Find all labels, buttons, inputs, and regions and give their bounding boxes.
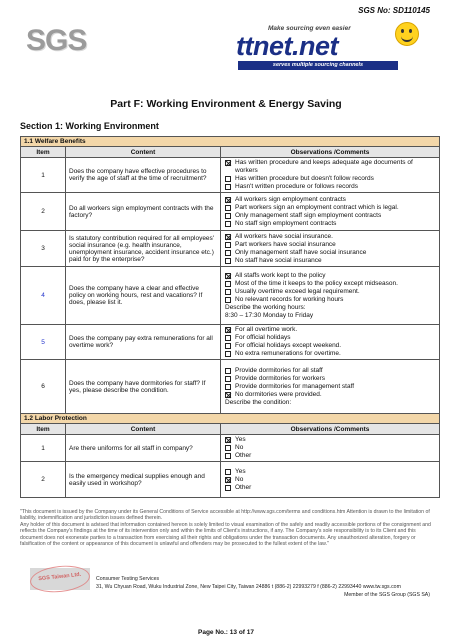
column-header-item: Item	[21, 147, 66, 158]
checkbox-icon[interactable]	[225, 343, 231, 349]
observations-cell	[221, 267, 440, 325]
column-header-observations: Observations /Comments	[221, 424, 440, 435]
item-number: 6	[21, 360, 66, 414]
checkbox-icon[interactable]	[225, 453, 231, 459]
option-label: Only management staff have social insurance	[235, 248, 367, 256]
checkbox-icon[interactable]	[225, 281, 231, 287]
column-header-observations: Observations /Comments	[221, 147, 440, 158]
section-title: Section 1: Working Environment	[20, 121, 159, 131]
item-number: 1	[21, 435, 66, 462]
checkbox-option	[224, 257, 436, 265]
option-label: No	[235, 444, 244, 451]
checkbox-option	[224, 233, 436, 241]
sgs-logo: SGS	[26, 24, 87, 57]
welfare-benefits-table	[20, 136, 440, 414]
checkbox-icon[interactable]	[225, 205, 231, 211]
checked-box-icon[interactable]	[225, 273, 231, 279]
observations-cell	[221, 360, 440, 414]
question-content: Are there uniforms for all staff in company?	[66, 435, 221, 462]
option-label: Hasn't written procedure or follows records	[235, 183, 358, 190]
checkbox-option	[224, 220, 436, 228]
option-label: All staffs work kept to the policy	[235, 271, 326, 279]
disclaimer-terms: "This document is issued by the Company under its General Conditions of Service accessible at http://www.sgs.com/terms and conditions.htm Attention is drawn to the limitation of liability, indemnification and jurisdiction issues defined therein.	[20, 509, 430, 522]
checkbox-option	[224, 334, 436, 342]
checkbox-icon[interactable]	[225, 445, 231, 451]
checkbox-option	[224, 476, 436, 484]
ttnet-tagline: Make sourcing even easier	[268, 25, 351, 32]
checkbox-icon[interactable]	[225, 384, 231, 390]
checkbox-option	[224, 383, 436, 391]
question-content: Does the company have a clear and effective policy on working hours, rest and vacations? If does, please list it.	[66, 267, 221, 325]
table-row	[21, 193, 440, 231]
sgs-number: SGS No: SD110145	[358, 6, 430, 15]
checkbox-option	[224, 204, 436, 212]
table-row	[21, 325, 440, 360]
option-label: No relevant records for working hours	[235, 295, 344, 303]
option-label: Other	[235, 483, 252, 491]
option-label: No extra remunerations for overtime.	[235, 350, 341, 357]
observations-cell	[221, 462, 440, 498]
checked-box-icon[interactable]	[225, 197, 231, 203]
checkbox-option	[224, 452, 436, 460]
checkbox-option	[224, 468, 436, 476]
question-content: Does the company pay extra remunerations for all overtime work?	[66, 325, 221, 360]
question-content: Is the emergency medical supplies enough and easily used in workshop?	[66, 462, 221, 498]
description-text: Describe the condition:	[225, 398, 292, 406]
checked-box-icon[interactable]	[225, 392, 231, 398]
checkbox-option	[224, 272, 436, 280]
question-content: Does the company have dormitories for staff? If yes, please describe the condition.	[66, 360, 221, 414]
checkbox-icon[interactable]	[225, 368, 231, 374]
ttnet-logo: ttnet.net	[236, 31, 338, 61]
disclaimer-liability: Any holder of this document is advised that information contained hereon is solely limited to visual examination of the safely and readily accessible portions of the consignment and reflects the Company's findings at the time of its intervention only and within the limits of Client's instructions, if any. The Company's sole responsibility is to its Client and this document does not exonerate parties to a transaction from exercising all their rights and obligations under the transaction documents. Any unauthorized alteration, forgery or falsification of the content or appearance of this document is unlawful and offenders may be prosecuted to the fullest extent of the law."	[20, 521, 431, 548]
checkbox-option	[224, 241, 436, 249]
item-number: 3	[21, 231, 66, 267]
checkbox-option	[224, 183, 436, 191]
option-label: Has written procedure but doesn't follow records	[235, 175, 374, 182]
checkbox-option	[224, 375, 436, 383]
checkbox-icon[interactable]	[225, 176, 231, 182]
checkbox-icon[interactable]	[225, 297, 231, 303]
checked-box-icon[interactable]	[225, 234, 231, 240]
column-header-content: Content	[66, 147, 221, 158]
checkbox-icon[interactable]	[225, 258, 231, 264]
option-label: All workers sign employment contracts	[235, 195, 346, 203]
observations-cell	[221, 193, 440, 231]
question-content: Do all workers sign employment contracts with the factory?	[66, 193, 221, 231]
option-label: All workers have social insurance.	[235, 232, 333, 240]
checkbox-icon[interactable]	[225, 184, 231, 190]
observations-cell	[221, 325, 440, 360]
option-label: For official holidays	[235, 334, 291, 341]
checkbox-option	[224, 296, 436, 304]
checkbox-icon[interactable]	[225, 242, 231, 248]
item-number: 1	[21, 158, 66, 193]
company-address: 31, Wu Chyuan Road, Wuku Industrial Zone, New Taipei City, Taiwan 24886 t (886-2) 22993279 f (886-2) 22993440 www.tw.sgs.com	[96, 584, 401, 590]
item-number: 2	[21, 193, 66, 231]
table-row	[21, 360, 440, 414]
question-content: Does the company have effective procedures to verify the age of staff at the time of recruitment?	[66, 158, 221, 193]
checkbox-option	[224, 436, 436, 444]
option-label: No staff have social insurance	[235, 256, 322, 264]
checked-box-icon[interactable]	[225, 160, 231, 166]
item-number: 5	[21, 325, 66, 360]
table-title: 1.1 Welfare Benefits	[21, 137, 440, 147]
table-title: 1.2 Labor Protection	[21, 414, 440, 424]
checkbox-icon[interactable]	[225, 289, 231, 295]
option-label: No	[235, 475, 244, 483]
checked-box-icon[interactable]	[225, 437, 231, 443]
option-label: Usually overtime exceed legal requirement.	[235, 287, 360, 295]
checkbox-option	[224, 391, 436, 399]
column-header-content: Content	[66, 424, 221, 435]
observations-cell	[221, 231, 440, 267]
option-label: Yes	[235, 436, 246, 443]
option-label: Yes	[235, 467, 246, 475]
table-row	[21, 231, 440, 267]
option-label: For official holidays except weekend.	[235, 342, 342, 349]
checkbox-icon[interactable]	[225, 335, 231, 341]
checkbox-option	[224, 212, 436, 220]
checkbox-option	[224, 159, 436, 175]
checkbox-option	[224, 288, 436, 296]
checked-box-icon[interactable]	[225, 327, 231, 333]
checkbox-icon[interactable]	[225, 250, 231, 256]
checkbox-option	[224, 484, 436, 492]
option-label: Has written procedure and keeps adequate age documents of workers	[235, 159, 413, 174]
description-text: 8:30 – 17:30 Monday to Friday	[225, 311, 314, 319]
checkbox-option	[224, 175, 436, 183]
company-seal: SGS Taiwan Ltd.	[29, 563, 91, 595]
option-label: No dormitories were provided.	[235, 390, 322, 398]
checkbox-option	[224, 342, 436, 350]
option-label: No staff sign employment contracts	[235, 219, 337, 227]
option-label: Most of the time it keeps to the policy except midseason.	[235, 279, 398, 287]
checkbox-icon[interactable]	[225, 469, 231, 475]
option-label: Only management staff sign employment contracts	[235, 211, 382, 219]
option-label: Provide dormitories for all staff	[235, 366, 323, 374]
page-number: Page No.: 13 of 17	[198, 629, 254, 636]
smiley-icon	[395, 22, 419, 46]
question-content: Is statutory contribution required for all employees' social insurance (e.g. health insurance, unemployment insurance, accident insurance etc.) paid for by the enterprise?	[66, 231, 221, 267]
option-label: For all overtime work.	[235, 326, 298, 333]
description-text: Describe the working hours:	[225, 303, 306, 311]
checkbox-option	[224, 350, 436, 358]
member-note: Member of the SGS Group (SGS SA)	[344, 592, 430, 598]
disclaimer	[20, 509, 436, 547]
checkbox-icon[interactable]	[225, 376, 231, 382]
checkbox-option	[224, 367, 436, 375]
labor-protection-table	[20, 413, 440, 498]
part-title: Part F: Working Environment & Energy Saving	[110, 98, 342, 110]
checkbox-icon[interactable]	[225, 213, 231, 219]
option-label: Provide dormitories for workers	[235, 374, 325, 382]
checkbox-icon[interactable]	[225, 351, 231, 357]
checkbox-option	[224, 280, 436, 288]
option-label: Other	[235, 452, 252, 459]
ttnet-subtitle: serves multiple sourcing channels	[238, 61, 398, 70]
option-label: Part workers sign an employment contract which is legal.	[235, 203, 399, 211]
table-row	[21, 267, 440, 325]
column-header-item: Item	[21, 424, 66, 435]
checkbox-option	[224, 444, 436, 452]
checked-box-icon[interactable]	[225, 477, 231, 483]
observations-cell	[221, 158, 440, 193]
option-label: Part workers have social insurance	[235, 240, 336, 248]
checkbox-option	[224, 249, 436, 257]
item-number: 4	[21, 267, 66, 325]
table-row	[21, 158, 440, 193]
table-row	[21, 435, 440, 462]
table-row	[21, 462, 440, 498]
observations-cell	[221, 435, 440, 462]
checkbox-icon[interactable]	[225, 485, 231, 491]
item-number: 2	[21, 462, 66, 498]
company-division: Consumer Testing Services	[96, 576, 160, 582]
checkbox-option	[224, 196, 436, 204]
checkbox-icon[interactable]	[225, 221, 231, 227]
checkbox-option	[224, 326, 436, 334]
option-label: Provide dormitories for management staff	[235, 382, 355, 390]
